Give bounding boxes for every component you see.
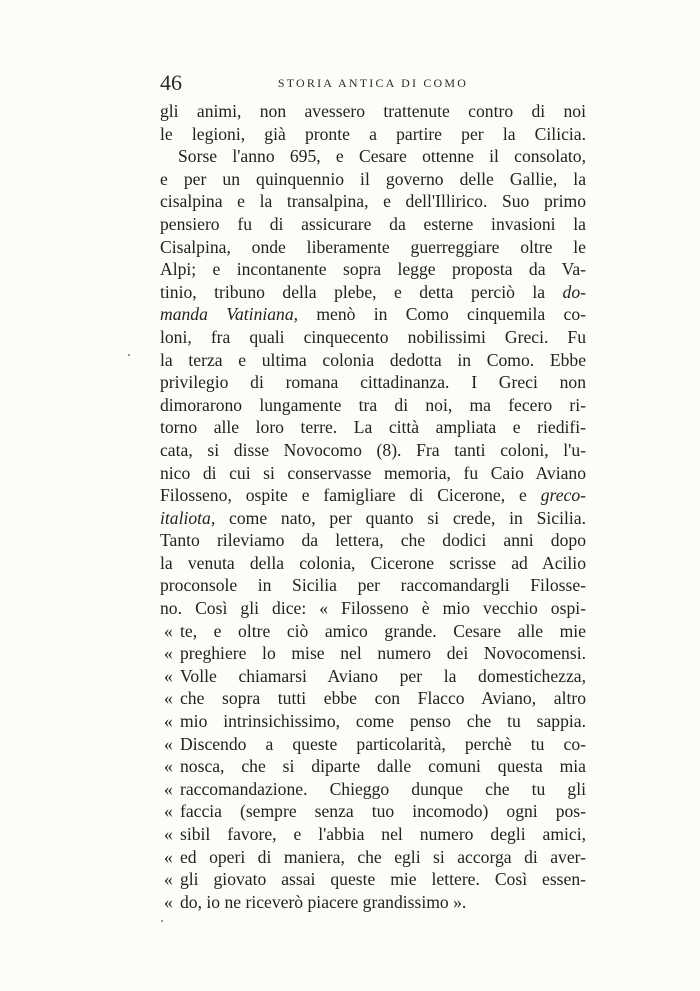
body-text bbox=[160, 100, 586, 913]
quoted-text: gli giovato assai queste mie lettere. Così essen- bbox=[180, 869, 586, 890]
text-line: pensiero fu di assicurare da esterne invasioni la bbox=[160, 213, 586, 234]
text-line: nico di cui si conservasse memoria, fu Caio Aviano bbox=[160, 462, 586, 483]
text-line: Tanto rileviamo da lettera, che dodici anni dopo bbox=[160, 530, 586, 551]
quoted-line bbox=[160, 800, 586, 823]
quote-mark: « bbox=[164, 688, 173, 709]
quote-mark: « bbox=[164, 733, 173, 754]
quote-mark: « bbox=[164, 620, 173, 641]
italic-text: greco- bbox=[540, 485, 586, 506]
quoted-text: do, io ne riceverò piacere grandissimo ». bbox=[180, 891, 467, 912]
roman-text: tinio, tribuno della plebe, e detta perciò la bbox=[160, 281, 563, 302]
text-line: Alpi; e incontanente sopra legge proposta da Va- bbox=[160, 259, 586, 280]
text-line: gli animi, non avessero trattenute contro di noi bbox=[160, 101, 586, 121]
quoted-text: Volle chiamarsi Aviano per la domestichezza, bbox=[180, 665, 586, 686]
text-line: Sorse l'anno 695, e Cesare ottenne il consolato, bbox=[178, 146, 586, 167]
text-line: la venuta della colonia, Cicerone scrisse ad Acilio bbox=[160, 552, 586, 573]
text-line: proconsole in Sicilia per raccomandargli Filosse- bbox=[160, 575, 586, 596]
quote-mark: « bbox=[164, 891, 173, 912]
text-line: no. Così gli dice: « Filosseno è mio vecchio ospi- bbox=[160, 598, 586, 619]
quoted-line bbox=[160, 733, 586, 756]
quoted-text: preghiere lo mise nel numero dei Novocomensi. bbox=[180, 643, 586, 664]
italic-text: do- bbox=[562, 281, 586, 302]
quoted-text: sibil favore, e l'abbia nel numero degli amici, bbox=[180, 824, 586, 844]
quote-mark: « bbox=[164, 643, 173, 664]
text-line bbox=[160, 507, 586, 530]
quoted-line bbox=[160, 755, 586, 778]
text-line bbox=[160, 303, 586, 326]
quoted-text: te, e oltre ciò amico grande. Cesare alle mie bbox=[180, 620, 586, 641]
text-line: cata, si disse Novocomo (8). Fra tanti coloni, l'u- bbox=[160, 439, 586, 460]
roman-text: come nato, per quanto si crede, in Sicilia. bbox=[215, 507, 586, 528]
italic-text: italiota, bbox=[160, 507, 216, 528]
quoted-line bbox=[160, 778, 586, 801]
quote-mark: « bbox=[164, 756, 173, 777]
page-header bbox=[160, 68, 586, 98]
roman-text: Filosseno, ospite e famigliare di Cicerone, e bbox=[160, 485, 541, 506]
text-line: e per un quinquennio il governo delle Gallie, la bbox=[160, 168, 586, 189]
quote-mark: « bbox=[164, 824, 173, 844]
text-line: Cisalpina, onde liberamente guerreggiare oltre le bbox=[160, 236, 586, 257]
quoted-line bbox=[160, 823, 586, 846]
text-line: privilegio di romana cittadinanza. I Greci non bbox=[160, 372, 586, 393]
quote-mark: « bbox=[164, 846, 173, 867]
page-number: 46 bbox=[160, 70, 182, 95]
text-line: la terza e ultima colonia dedotta in Como. Ebbe bbox=[160, 349, 586, 370]
quoted-text: faccia (sempre senza tuo incomodo) ogni pos- bbox=[180, 801, 586, 822]
roman-text: menò in Como cinquemila co- bbox=[298, 304, 586, 325]
quoted-line bbox=[160, 868, 586, 891]
quoted-line bbox=[160, 846, 586, 869]
quoted-text: mio intrinsichissimo, come penso che tu sappia. bbox=[180, 711, 586, 732]
quote-mark: « bbox=[164, 665, 173, 686]
quoted-line bbox=[160, 687, 586, 710]
quoted-text: raccomandazione. Chieggo dunque che tu gli bbox=[180, 778, 586, 799]
text-line: le legioni, già pronte a partire per la Cilicia. bbox=[160, 123, 586, 144]
quoted-line bbox=[160, 891, 586, 914]
quoted-line bbox=[160, 710, 586, 733]
text-line: loni, fra quali cinquecento nobilissimi Greci. Fu bbox=[160, 326, 586, 347]
quote-mark: « bbox=[164, 778, 173, 799]
paper-speck bbox=[128, 354, 130, 356]
quoted-line bbox=[160, 665, 586, 688]
quoted-text: che sopra tutti ebbe con Flacco Aviano, altro bbox=[180, 688, 586, 709]
text-line: cisalpina e la transalpina, e dell'Illirico. Suo primo bbox=[160, 191, 586, 212]
running-head: STORIA ANTICA DI COMO bbox=[277, 76, 469, 90]
quoted-line bbox=[160, 620, 586, 643]
quote-mark: « bbox=[164, 869, 173, 890]
text-line: torno alle loro terre. La città ampliata e riedifi- bbox=[160, 417, 586, 438]
text-line bbox=[160, 484, 586, 507]
quote-mark: « bbox=[164, 801, 173, 822]
quoted-text: nosca, che si diparte dalle comuni questa mia bbox=[180, 756, 586, 777]
quoted-line bbox=[160, 642, 586, 665]
italic-text: manda Vatiniana, bbox=[160, 304, 299, 325]
quoted-text: ed operi di maniera, che egli si accorga di aver- bbox=[180, 846, 586, 867]
quoted-text: Discendo a queste particolarità, perchè tu co- bbox=[180, 733, 586, 754]
quote-mark: « bbox=[164, 711, 173, 732]
paper-speck bbox=[161, 920, 163, 922]
text-line bbox=[160, 281, 586, 304]
text-line: dimorarono lungamente tra di noi, ma fecero ri- bbox=[160, 394, 586, 415]
